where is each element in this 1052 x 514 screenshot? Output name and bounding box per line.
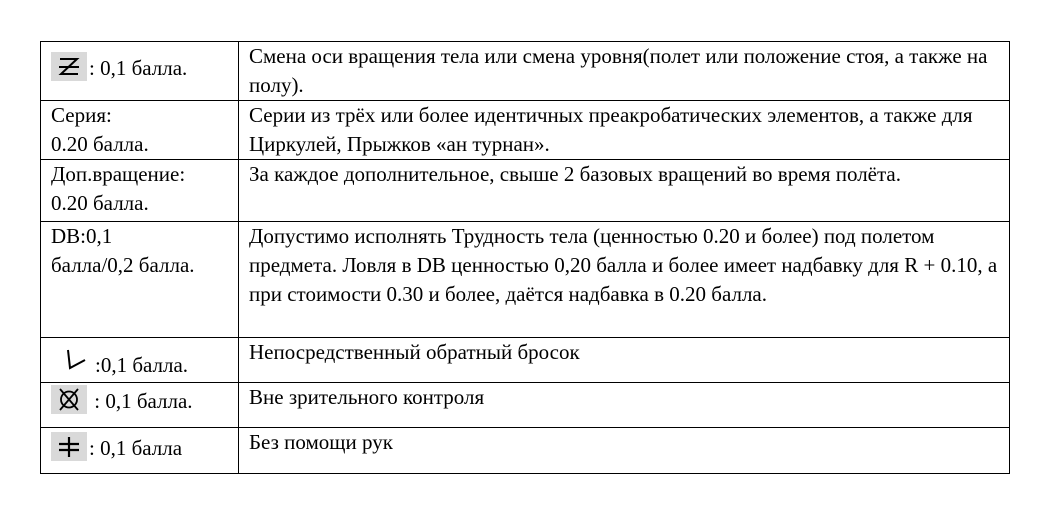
z-zigzag-icon	[51, 52, 87, 81]
criterion-cell	[41, 101, 239, 160]
table-row	[41, 428, 1010, 474]
criterion-cell	[41, 428, 239, 474]
description-cell: Непосредственный обратный бросок	[239, 338, 1010, 383]
crossed-circle-icon	[51, 385, 87, 414]
table-row	[41, 338, 1010, 383]
criterion-value: 0.20 балла.	[51, 191, 149, 215]
description-cell: Вне зрительного контроля	[239, 383, 1010, 428]
criteria-table	[40, 41, 1010, 474]
criterion-value: : 0,1 балла.	[89, 56, 188, 80]
description-cell: За каждое дополнительное, свыше 2 базовых вращений во время полёта.	[239, 160, 1010, 222]
criterion-cell	[41, 383, 239, 428]
criterion-value: 0.20 балла.	[51, 132, 149, 156]
criterion-value: :0,1 балла.	[95, 353, 189, 377]
table-row	[41, 222, 1010, 338]
description-cell: Допустимо исполнять Трудность тела (ценностью 0.20 и более) под полетом предмета. Ловля в DB ценностью 0,20 балла и более имеет надбавку для R + 0.10, а при стоимости 0.30 и более, даётся надбавка в 0.20 балла.	[239, 222, 1010, 338]
criterion-label: Доп.вращение:	[51, 162, 186, 186]
description-cell: Смена оси вращения тела или смена уровня(полет или положение стоя, а также на полу).	[239, 42, 1010, 101]
table-row	[41, 42, 1010, 101]
criterion-cell	[41, 42, 239, 101]
criterion-cell	[41, 222, 239, 338]
criterion-value: балла/0,2 балла.	[51, 253, 195, 277]
description-cell: Серии из трёх или более идентичных преакробатических элементов, а также для Циркулей, Прыжков «ан турнан».	[239, 101, 1010, 160]
check-angle-icon	[61, 346, 95, 376]
criterion-cell	[41, 338, 239, 383]
table-row	[41, 383, 1010, 428]
double-cross-icon	[51, 432, 87, 461]
criterion-label: Серия:	[51, 103, 112, 127]
criterion-cell	[41, 160, 239, 222]
criterion-value: : 0,1 балла.	[89, 389, 193, 413]
criterion-label: DB:0,1	[51, 224, 113, 248]
table-row	[41, 101, 1010, 160]
table-row	[41, 160, 1010, 222]
criterion-value: : 0,1 балла	[89, 436, 183, 460]
description-cell: Без помощи рук	[239, 428, 1010, 474]
